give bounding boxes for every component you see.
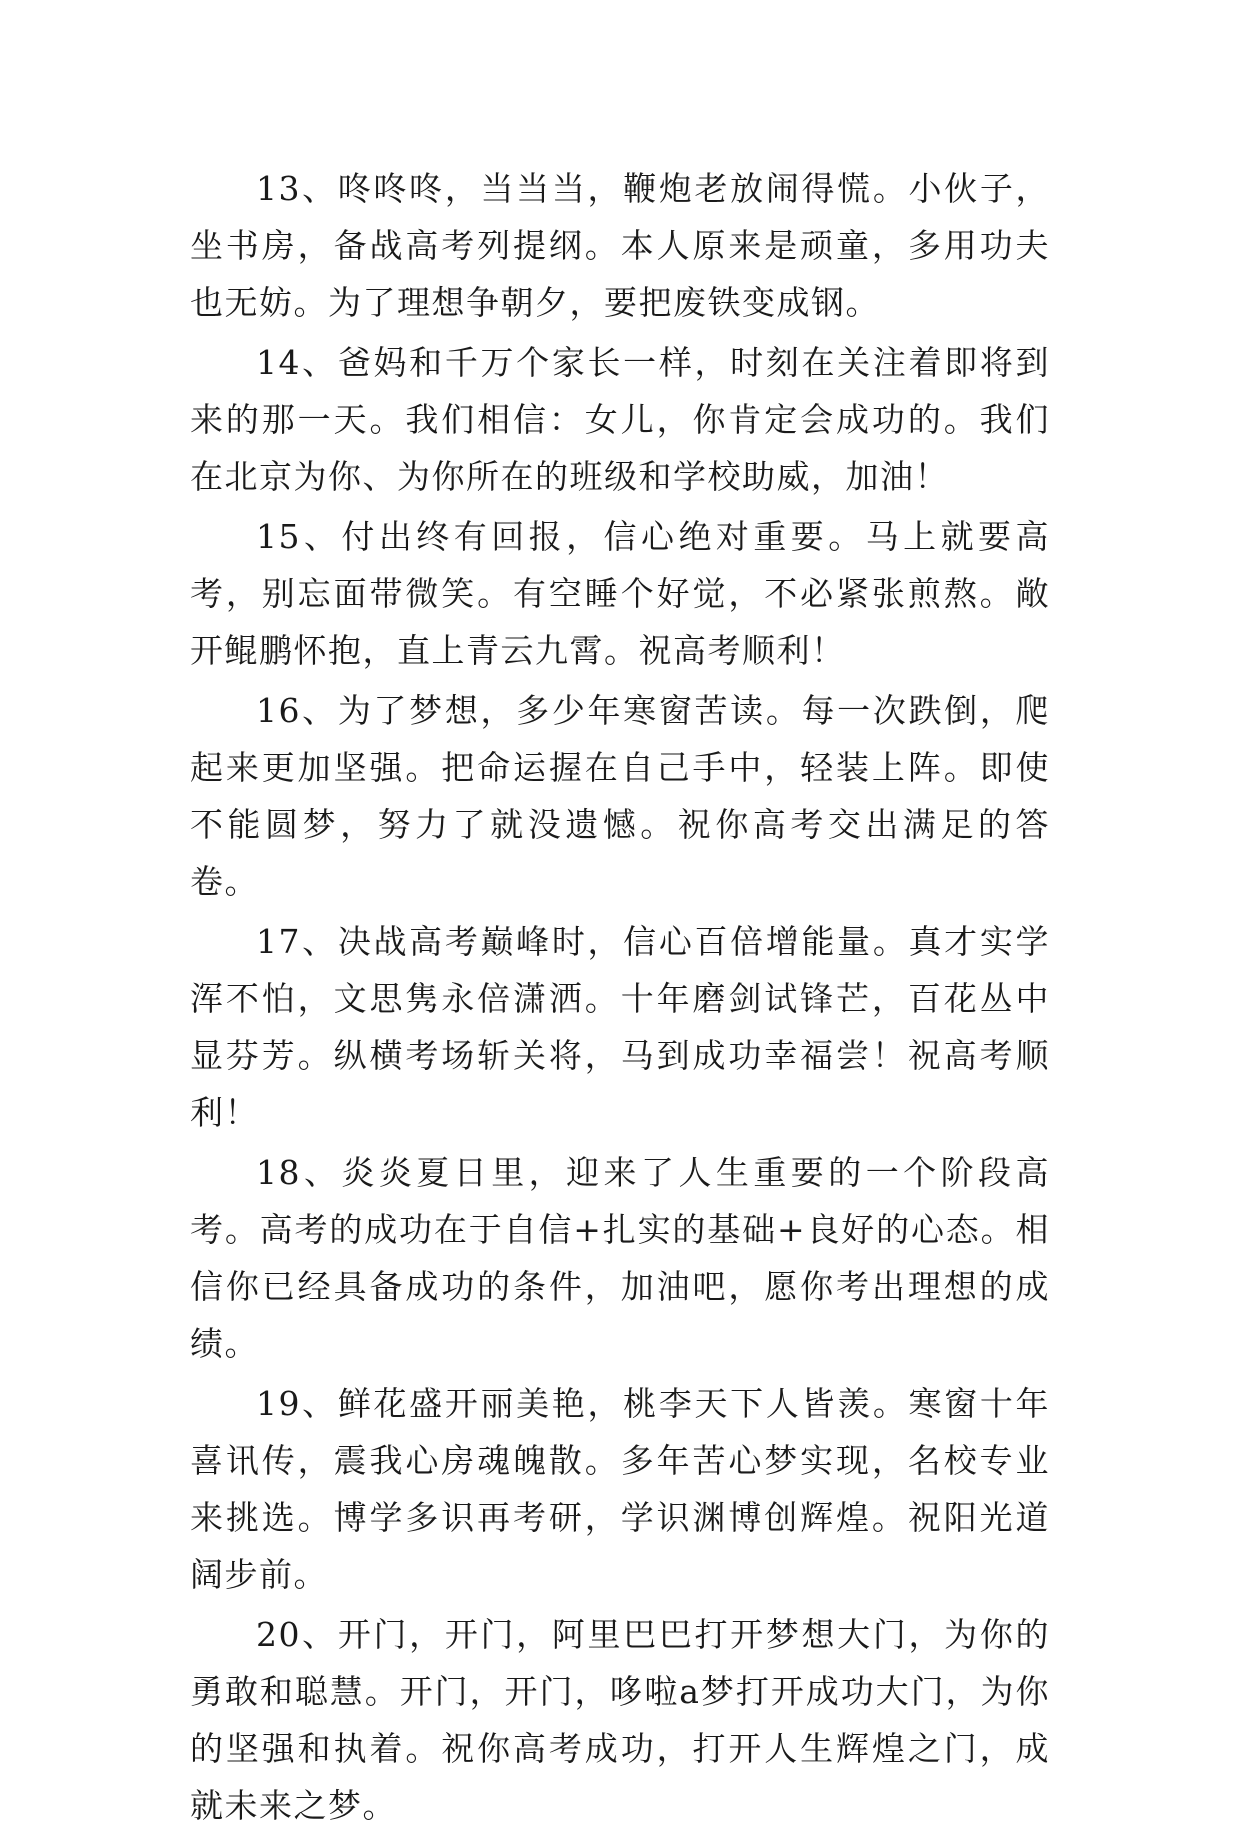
paragraph-15: 15、付出终有回报，信心绝对重要。马上就要高考，别忘面带微笑。有空睡个好觉，不必紧张煎熬。敞开鲲鹏怀抱，直上青云九霄。祝高考顺利！ <box>190 517 1050 670</box>
document-body <box>190 160 1050 1837</box>
paragraph-18: 18、炎炎夏日里，迎来了人生重要的一个阶段高考。高考的成功在于自信+扎实的基础+良好的心态。相信你已经具备成功的条件，加油吧，愿你考出理想的成绩。 <box>190 1153 1050 1363</box>
paragraph-19: 19、鲜花盛开丽美艳，桃李天下人皆羡。寒窗十年喜讯传，震我心房魂魄散。多年苦心梦实现，名校专业来挑选。博学多识再考研，学识渊博创辉煌。祝阳光道阔步前。 <box>190 1384 1050 1594</box>
paragraph-13: 13、咚咚咚，当当当，鞭炮老放闹得慌。小伙子，坐书房，备战高考列提纲。本人原来是顽童，多用功夫也无妨。为了理想争朝夕，要把废铁变成钢。 <box>190 169 1050 322</box>
paragraph-17: 17、决战高考巅峰时，信心百倍增能量。真才实学浑不怕，文思隽永倍潇洒。十年磨剑试锋芒，百花丛中显芬芳。纵横考场斩关将，马到成功幸福尝！祝高考顺利！ <box>190 922 1050 1132</box>
paragraph-20: 20、开门，开门，阿里巴巴打开梦想大门，为你的勇敢和聪慧。开门，开门，哆啦a梦打开成功大门，为你的坚强和执着。祝你高考成功，打开人生辉煌之门，成就未来之梦。 <box>190 1615 1050 1825</box>
paragraph-14: 14、爸妈和千万个家长一样，时刻在关注着即将到来的那一天。我们相信：女儿，你肯定会成功的。我们在北京为你、为你所在的班级和学校助威，加油！ <box>190 343 1050 496</box>
paragraph-16: 16、为了梦想，多少年寒窗苦读。每一次跌倒，爬起来更加坚强。把命运握在自己手中，轻装上阵。即使不能圆梦，努力了就没遗憾。祝你高考交出满足的答卷。 <box>190 691 1050 901</box>
